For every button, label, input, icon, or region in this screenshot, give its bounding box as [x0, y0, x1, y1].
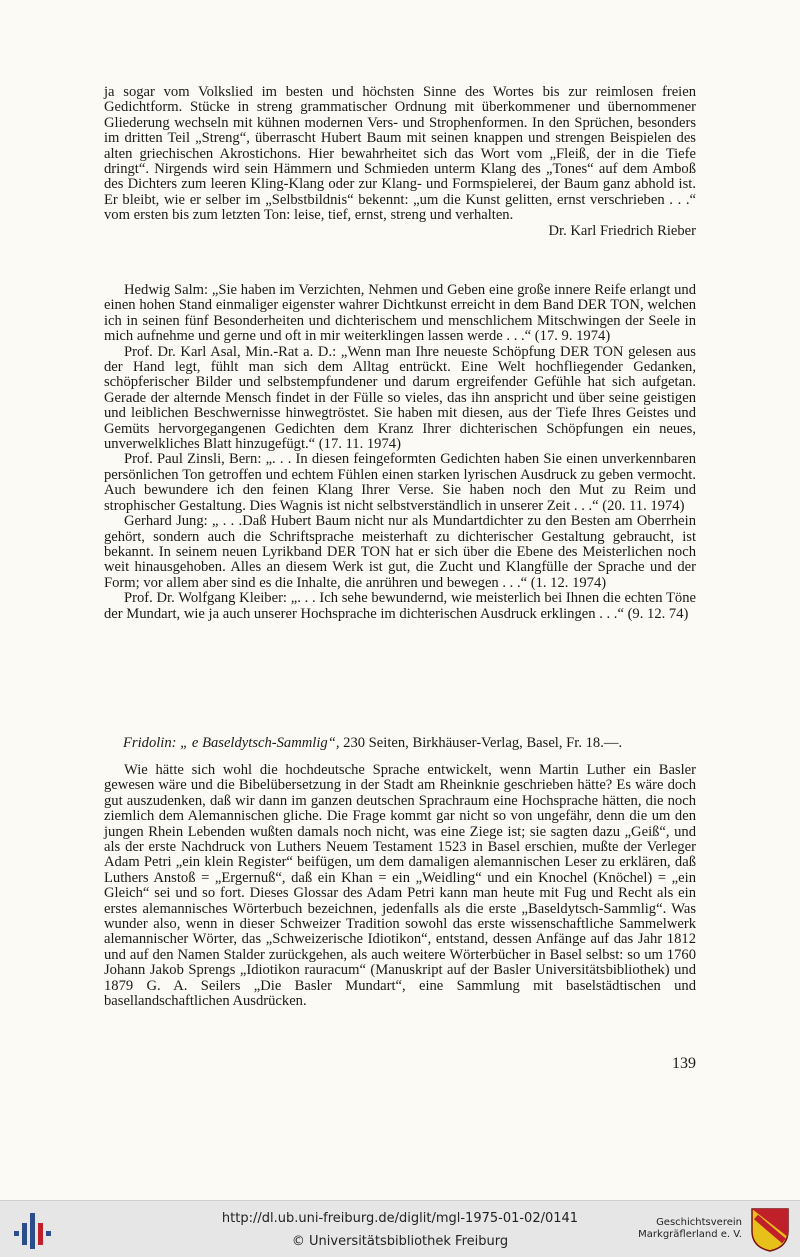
society-line-1: Geschichtsverein	[656, 1217, 742, 1228]
page-number: 139	[672, 1055, 696, 1072]
quote-salm: Hedwig Salm: „Sie haben im Verzichten, Nehmen und Geben eine große innere Reife erlangt und einen hohen Stand einmaliger eigenster wahrer Dichtkunst erreicht in dem Band DER TON, welchen ich in seinen fünf Besonderheiten und dichterischem und menschlichem Mitschwingen der Seele in mich aufnehme und gerne und oft in mir weiterklingen lassen werde . . .“ (17. 9. 1974)	[104, 282, 696, 345]
review-heading-title: „ e Baseldytsch-Sammlig“,	[180, 735, 340, 751]
quotes-section	[104, 283, 696, 622]
review-heading-author: Fridolin:	[123, 735, 177, 751]
footer-url-link[interactable]: http://dl.ub.uni-freiburg.de/diglit/mgl-1975-01-02/0141	[221, 1211, 579, 1226]
review-body-section	[104, 763, 696, 1010]
quote-kleiber: Prof. Dr. Wolfgang Kleiber: „. . . Ich sehe bewundernd, wie meisterlich bei Ihnen die echten Töne der Mundart, wie ja auch unserer Hochsprache im dichterischen Ausdruck erklingen . . .“ (9. 12. 74)	[104, 590, 696, 622]
footer-copyright: © Universitätsbibliothek Freiburg	[291, 1234, 509, 1249]
quote-asal: Prof. Dr. Karl Asal, Min.-Rat a. D.: „Wenn man Ihre neueste Schöpfung DER TON gelesen aus der Hand legt, fühlt man sich dem Alltag entrückt. Eine Welt hochfliegender Gedanken, schöpferischer Bilder und selbstempfundener und darum ergreifender Gefühle hat sich aufgetan. Gerade der alternde Mensch findet in der Fülle so vieles, das ihn anspricht und über seine geistigen und leiblichen Beschwernisse hinwegtröstet. Sie haben mit diesen, aus der Tiefe Ihres Geistes und Gemüts hervorgegangenen Gedichten dem Kranz Ihrer dichterischen Schöpfungen ein neues, unverwelkliches Blatt hinzugefügt.“ (17. 11. 1974)	[104, 343, 696, 453]
quote-jung: Gerhard Jung: „ . . .Daß Hubert Baum nicht nur als Mundartdichter zu den Besten am Oberrhein gehört, sondern auch die Schriftsprache meisterhaft zu dichterischer Gestaltung gebraucht, ist bekannt. In seinem neuen Lyrikband DER TON hat er sich über die Ebene des Meisterlichen noch weit hinausgehoben. Alles an diesem Werk ist gut, die Zucht und Klangfülle der Sprache und der Form; vor allem aber sind es die Inhalte, die anrühren und bewegen . . .“ (1. 12. 1974)	[104, 513, 696, 591]
quote-zinsli: Prof. Paul Zinsli, Bern: „. . . In diesen feingeformten Gedichten haben Sie einen unverkennbaren persönlichen Ton getroffen und echtem Fühlen einen starken lyrischen Ausdruck zu geben vermocht. Auch bewundere ich den feinen Klang Ihrer Verse. Sie haben noch den Mut zu Reim und strophischer Gestaltung. Dies Wagnis ist nicht selbstverständlich in unserer Zeit . . .“ (20. 11. 1974)	[104, 451, 696, 514]
footer-bar	[0, 1200, 800, 1257]
review-continuation-text: ja sogar vom Volkslied im besten und höchsten Sinne des Wortes bis zur reimlosen freien Gedichtform. Stücke in streng grammatischer Ordnung mit überkommener und übernommener Gliederung wechseln mit kühnen modernen Vers- und Strophenformen. In den Sprüchen, besonders im dritten Teil „Streng“, überrascht Hubert Baum mit seinen knappen und strengen Beispielen des alten griechischen Akrostichons. Hier bewahrheitet sich das Wort vom „Fleiß, der in die Tiefe dringt“. Nirgends wird sein Hämmern und Schmieden unterm Klang des „Tones“ auf dem Amboß des Dichters zum leeren Kling-Klang oder zur Klang- und Formspielerei, der Baum ganz abhold ist. Er bleibt, wie er selber im „Selbstbildnis“ bekennt: „um die Kunst gelitten, ernst verschrieben . . .“ vom ersten bis zum letzten Ton: leise, tief, ernst, streng und verhalten.	[104, 84, 696, 224]
review-heading-details: 230 Seiten, Birkhäuser-Verlag, Basel, Fr. 18.—.	[343, 735, 623, 751]
footer-society-name	[620, 1217, 742, 1241]
review-signature: Dr. Karl Friedrich Rieber	[548, 222, 696, 239]
review-heading	[123, 735, 696, 751]
review-body: Wie hätte sich wohl die hochdeutsche Sprache entwickelt, wenn Martin Luther ein Basler gewesen wäre und die Bibelübersetzung in der Stadt am Rheinknie geschrieben hätte? Es wäre doch gut auszudenken, daß wir dann im ganzen deutschen Sprachraum eine Hochsprache hätten, die noch ziemlich dem Alemannischen gliche. Die Frage kommt gar nicht so von ungefähr, denn die um den jungen Rhein Lebenden wußten damals noch nicht, was eine Ziege ist; sie sagten dazu „Geiß“, und als der erste Nachdruck von Luthers Neuem Testament 1523 in Basel erschien, mußte der Verleger Adam Petri „ein klein Register“ beifügen, um dem damaligen alemannischen Leser zu erklären, daß Luthers Anstoß = „Ergernuß“, daß ein Khan = ein „Weidling“ und ein Knochel (Knöchel) = „ein Gleich“ sei und so fort. Dieses Glossar des Adam Petri kann man heute mit Fug und Recht als ein erstes alemannisches Wörterbuch bezeichnen, jedenfalls als die erste „Baseldytsch-Sammlig“. Was wunder also, wenn in dieser Schweizer Tradition sowohl das erste wissenschaftliche Sammelwerk alemannischer Wörter, das „Schweizerische Idiotikon“, entstand, dessen Anfänge auf das Jahr 1812 und auf den Namen Stalder zurückgehen, als auch weitere Wörterbücher in Basel selbst: so um 1760 Johann Jakob Sprengs „Idiotikon rauracum“ (Manuskript auf der Basler Universitätsbibliothek) und 1879 G. A. Seilers „Die Basler Mundart“, eine Sammlung mit baselstädtischen und basellandschaftlichen Ausdrücken.	[104, 762, 696, 1010]
society-crest-icon[interactable]	[750, 1207, 790, 1253]
society-line-2: Markgräflerland e. V.	[638, 1229, 742, 1240]
review-continuation	[104, 85, 696, 239]
